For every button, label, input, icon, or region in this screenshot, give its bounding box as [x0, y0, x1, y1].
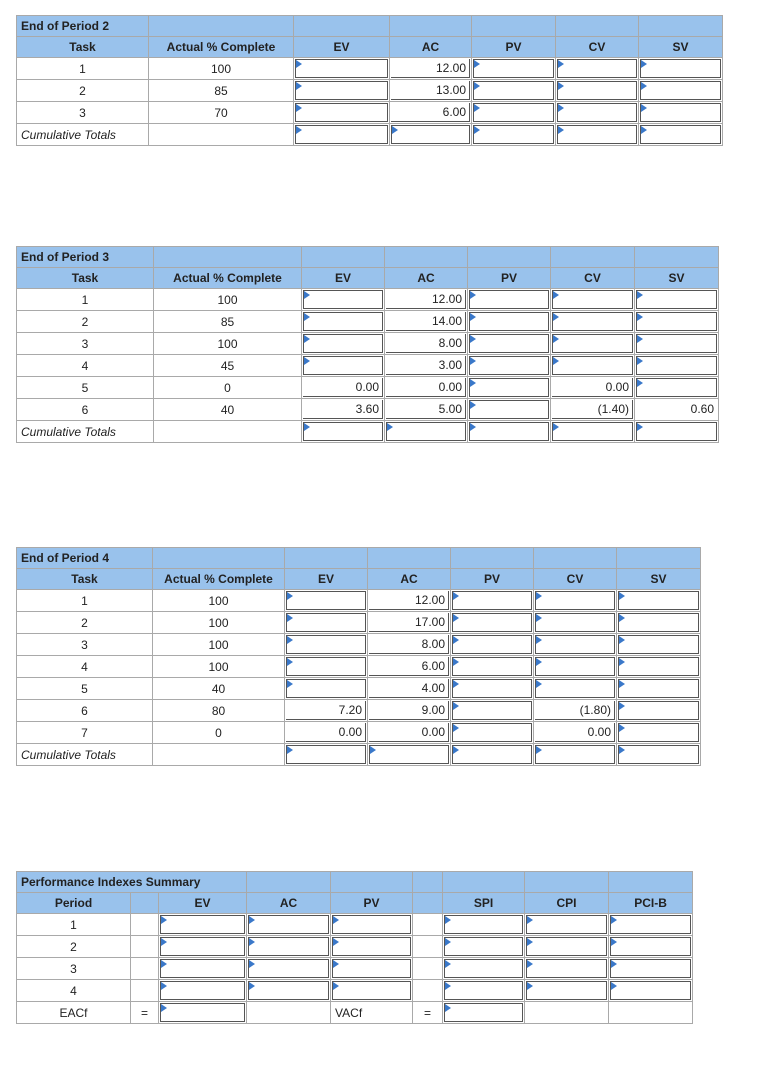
- ev-input[interactable]: [303, 356, 383, 375]
- table-row: [17, 722, 701, 744]
- sv-input[interactable]: [618, 679, 699, 698]
- cv-value: 0.00: [552, 378, 633, 397]
- table-row: [17, 914, 693, 936]
- period-number: 1: [17, 914, 131, 936]
- ev-input[interactable]: [160, 915, 245, 934]
- header-pv: PV: [451, 569, 534, 590]
- header-pv: PV: [468, 268, 551, 289]
- cpi-input[interactable]: [526, 937, 607, 956]
- cpi-input[interactable]: [526, 915, 607, 934]
- actual-pct: 0: [153, 722, 285, 744]
- sv-input[interactable]: [640, 59, 721, 78]
- ac-value: 9.00: [369, 701, 449, 720]
- eacf-label: EACf: [17, 1002, 131, 1024]
- cv-input[interactable]: [552, 312, 633, 331]
- summary-title: Performance Indexes Summary: [17, 872, 247, 893]
- sv-input[interactable]: [640, 103, 721, 122]
- ac-value: 12.00: [391, 59, 470, 78]
- pv-input[interactable]: [469, 334, 549, 353]
- sv-input[interactable]: [618, 591, 699, 610]
- ac-input[interactable]: [248, 981, 329, 1000]
- actual-pct: 100: [153, 612, 285, 634]
- header-cv: CV: [551, 268, 635, 289]
- pv-input[interactable]: [452, 591, 532, 610]
- pci-b-input[interactable]: [610, 937, 691, 956]
- task-number: 6: [17, 700, 153, 722]
- cv-input[interactable]: [535, 591, 615, 610]
- ev-total-input[interactable]: [286, 745, 366, 764]
- cv-input[interactable]: [557, 103, 637, 122]
- pv-input[interactable]: [473, 81, 554, 100]
- actual-pct: 0: [154, 377, 302, 399]
- actual-pct: 100: [149, 58, 294, 80]
- pv-total-input[interactable]: [469, 422, 549, 441]
- period-number: 2: [17, 936, 131, 958]
- header-ac: AC: [247, 893, 331, 914]
- ac-input[interactable]: [248, 959, 329, 978]
- actual-pct: 85: [149, 80, 294, 102]
- task-number: 3: [17, 333, 154, 355]
- cv-input[interactable]: [535, 613, 615, 632]
- sv-total-input[interactable]: [618, 745, 699, 764]
- sv-input[interactable]: [618, 723, 699, 742]
- task-number: 1: [17, 289, 154, 311]
- task-number: 3: [17, 634, 153, 656]
- pv-total-input[interactable]: [473, 125, 554, 144]
- task-number: 4: [17, 656, 153, 678]
- header-task: Task: [17, 569, 153, 590]
- cumulative-totals-label: Cumulative Totals: [17, 124, 149, 146]
- ev-input[interactable]: [295, 103, 388, 122]
- actual-pct: 100: [153, 590, 285, 612]
- ac-total-input[interactable]: [386, 422, 466, 441]
- actual-pct: 100: [153, 634, 285, 656]
- ev-value: 7.20: [286, 701, 366, 720]
- actual-pct: 100: [154, 289, 302, 311]
- task-number: 5: [17, 678, 153, 700]
- ev-input[interactable]: [295, 59, 388, 78]
- actual-pct: 100: [154, 333, 302, 355]
- period-4-table: [16, 547, 701, 766]
- header-ev: EV: [285, 569, 368, 590]
- period-number: 3: [17, 958, 131, 980]
- pv-total-input[interactable]: [452, 745, 532, 764]
- cv-input[interactable]: [552, 356, 633, 375]
- spi-input[interactable]: [444, 981, 523, 1000]
- ev-input[interactable]: [295, 81, 388, 100]
- cv-input[interactable]: [535, 679, 615, 698]
- table-row: [17, 289, 719, 311]
- cv-total-input[interactable]: [535, 745, 615, 764]
- pv-input[interactable]: [332, 981, 411, 1000]
- header-cpi: CPI: [525, 893, 609, 914]
- ac-value: 6.00: [391, 103, 470, 122]
- header-spi: SPI: [443, 893, 525, 914]
- table-row: [17, 102, 723, 124]
- vacf-input[interactable]: [444, 1003, 523, 1022]
- header-actual-pct: Actual % Complete: [153, 569, 285, 590]
- pv-input[interactable]: [469, 312, 549, 331]
- ev-input[interactable]: [160, 959, 245, 978]
- cv-total-input[interactable]: [552, 422, 633, 441]
- sv-input[interactable]: [640, 81, 721, 100]
- ev-input[interactable]: [286, 657, 366, 676]
- header-task: Task: [17, 37, 149, 58]
- pv-input[interactable]: [469, 378, 549, 397]
- cv-input[interactable]: [552, 290, 633, 309]
- ac-value: 8.00: [369, 635, 449, 654]
- header-ac: AC: [385, 268, 468, 289]
- sv-input[interactable]: [636, 334, 717, 353]
- table-row: [17, 678, 701, 700]
- ac-value: 0.00: [386, 378, 466, 397]
- header-sv: SV: [617, 569, 701, 590]
- cv-input[interactable]: [535, 657, 615, 676]
- cv-value: (1.80): [535, 701, 615, 720]
- task-number: 3: [17, 102, 149, 124]
- table-row: [17, 311, 719, 333]
- actual-pct: 40: [154, 399, 302, 421]
- ev-input[interactable]: [303, 334, 383, 353]
- equals-sign: =: [413, 1002, 443, 1024]
- ac-value: 17.00: [369, 613, 449, 632]
- actual-pct: 100: [153, 656, 285, 678]
- ev-input[interactable]: [160, 981, 245, 1000]
- ev-input[interactable]: [286, 679, 366, 698]
- header-ev: EV: [159, 893, 247, 914]
- pv-input[interactable]: [452, 657, 532, 676]
- table-row: [17, 80, 723, 102]
- ac-value: 12.00: [386, 290, 466, 309]
- task-number: 2: [17, 311, 154, 333]
- actual-pct: 80: [153, 700, 285, 722]
- task-number: 5: [17, 377, 154, 399]
- pv-input[interactable]: [332, 959, 411, 978]
- header-actual-pct: Actual % Complete: [149, 37, 294, 58]
- header-ev: EV: [294, 37, 390, 58]
- pv-input[interactable]: [452, 679, 532, 698]
- pv-input[interactable]: [332, 915, 411, 934]
- ac-value: 0.00: [369, 723, 449, 742]
- ac-total-input[interactable]: [369, 745, 449, 764]
- task-number: 2: [17, 80, 149, 102]
- table-row: [17, 958, 693, 980]
- pv-input[interactable]: [473, 103, 554, 122]
- ac-value: 4.00: [369, 679, 449, 698]
- table-row: [17, 590, 701, 612]
- pv-input[interactable]: [473, 59, 554, 78]
- ev-total-input[interactable]: [295, 125, 388, 144]
- task-number: 2: [17, 612, 153, 634]
- task-number: 4: [17, 355, 154, 377]
- sv-input[interactable]: [618, 657, 699, 676]
- equals-sign: =: [131, 1002, 159, 1024]
- header-ev: EV: [302, 268, 385, 289]
- ev-input[interactable]: [160, 937, 245, 956]
- spi-input[interactable]: [444, 937, 523, 956]
- sv-total-input[interactable]: [636, 422, 717, 441]
- task-number: 7: [17, 722, 153, 744]
- pv-input[interactable]: [469, 356, 549, 375]
- pv-input[interactable]: [452, 613, 532, 632]
- actual-pct: 40: [153, 678, 285, 700]
- header-pv: PV: [472, 37, 556, 58]
- ac-input[interactable]: [248, 915, 329, 934]
- cv-input[interactable]: [557, 59, 637, 78]
- sv-input[interactable]: [618, 635, 699, 654]
- header-ac: AC: [368, 569, 451, 590]
- cpi-input[interactable]: [526, 981, 607, 1000]
- cumulative-totals-label: Cumulative Totals: [17, 744, 153, 766]
- ev-value: 0.00: [286, 723, 366, 742]
- pv-input[interactable]: [452, 701, 532, 720]
- period-2-table: [16, 15, 723, 146]
- ev-input[interactable]: [286, 613, 366, 632]
- ac-value: 14.00: [386, 312, 466, 331]
- table-row: [17, 355, 719, 377]
- header-sv: SV: [639, 37, 723, 58]
- table-row: [17, 700, 701, 722]
- cv-total-input[interactable]: [557, 125, 637, 144]
- header-period: Period: [17, 893, 131, 914]
- sv-input[interactable]: [618, 613, 699, 632]
- table-row: [17, 399, 719, 421]
- vacf-label: VACf: [331, 1002, 413, 1024]
- task-number: 6: [17, 399, 154, 421]
- ac-value: 13.00: [391, 81, 470, 100]
- actual-pct: 70: [149, 102, 294, 124]
- sv-value: 0.60: [690, 402, 714, 416]
- table-row: [17, 656, 701, 678]
- period-2-title: End of Period 2: [17, 16, 149, 37]
- ev-input[interactable]: [303, 312, 383, 331]
- ac-input[interactable]: [248, 937, 329, 956]
- table-row: [17, 980, 693, 1002]
- eac-row: [17, 1002, 693, 1024]
- period-3-table: [16, 246, 719, 443]
- ev-value: 0.00: [303, 378, 383, 397]
- header-pci-b: PCI-B: [609, 893, 693, 914]
- cv-value: (1.40): [552, 400, 633, 419]
- cv-input[interactable]: [552, 334, 633, 353]
- pv-input[interactable]: [452, 723, 532, 742]
- header-cv: CV: [534, 569, 617, 590]
- cumulative-totals-label: Cumulative Totals: [17, 421, 154, 443]
- table-row: [17, 612, 701, 634]
- header-actual-pct: Actual % Complete: [154, 268, 302, 289]
- ev-input[interactable]: [286, 635, 366, 654]
- actual-pct: 45: [154, 355, 302, 377]
- pci-b-input[interactable]: [610, 981, 691, 1000]
- header-sv: SV: [635, 268, 719, 289]
- sv-total-input[interactable]: [640, 125, 721, 144]
- task-number: 1: [17, 590, 153, 612]
- actual-pct: 85: [154, 311, 302, 333]
- spi-input[interactable]: [444, 959, 523, 978]
- cv-value: 0.00: [535, 723, 615, 742]
- cv-input[interactable]: [535, 635, 615, 654]
- ac-value: 3.00: [386, 356, 466, 375]
- cv-input[interactable]: [557, 81, 637, 100]
- header-ac: AC: [390, 37, 472, 58]
- pv-input[interactable]: [452, 635, 532, 654]
- pci-b-input[interactable]: [610, 959, 691, 978]
- table-row: [17, 936, 693, 958]
- pv-input[interactable]: [469, 400, 549, 419]
- totals-row: [17, 124, 723, 146]
- sv-input[interactable]: [636, 312, 717, 331]
- ac-value: 6.00: [369, 657, 449, 676]
- ev-input[interactable]: [303, 290, 383, 309]
- table-row: [17, 634, 701, 656]
- table-row: [17, 377, 719, 399]
- period-number: 4: [17, 980, 131, 1002]
- spi-input[interactable]: [444, 915, 523, 934]
- period-4-title: End of Period 4: [17, 548, 153, 569]
- sv-input[interactable]: [618, 701, 699, 720]
- header-cv: CV: [556, 37, 639, 58]
- eacf-input[interactable]: [160, 1003, 245, 1022]
- pv-input[interactable]: [332, 937, 411, 956]
- header-pv: PV: [331, 893, 413, 914]
- ev-total-input[interactable]: [303, 422, 383, 441]
- sv-input[interactable]: [636, 290, 717, 309]
- header-task: Task: [17, 268, 154, 289]
- pv-input[interactable]: [469, 290, 549, 309]
- totals-row: [17, 421, 719, 443]
- ac-total-input[interactable]: [391, 125, 470, 144]
- task-number: 1: [17, 58, 149, 80]
- ac-value: 8.00: [386, 334, 466, 353]
- sv-input[interactable]: [636, 378, 717, 397]
- performance-summary-table: [16, 871, 693, 1024]
- totals-row: [17, 744, 701, 766]
- ac-value: 12.00: [369, 591, 449, 610]
- ev-input[interactable]: [286, 591, 366, 610]
- ac-value: 5.00: [386, 400, 466, 419]
- period-3-title: End of Period 3: [17, 247, 154, 268]
- pci-b-input[interactable]: [610, 915, 691, 934]
- sv-input[interactable]: [636, 356, 717, 375]
- table-row: [17, 58, 723, 80]
- cpi-input[interactable]: [526, 959, 607, 978]
- ev-value: 3.60: [303, 400, 383, 419]
- table-row: [17, 333, 719, 355]
